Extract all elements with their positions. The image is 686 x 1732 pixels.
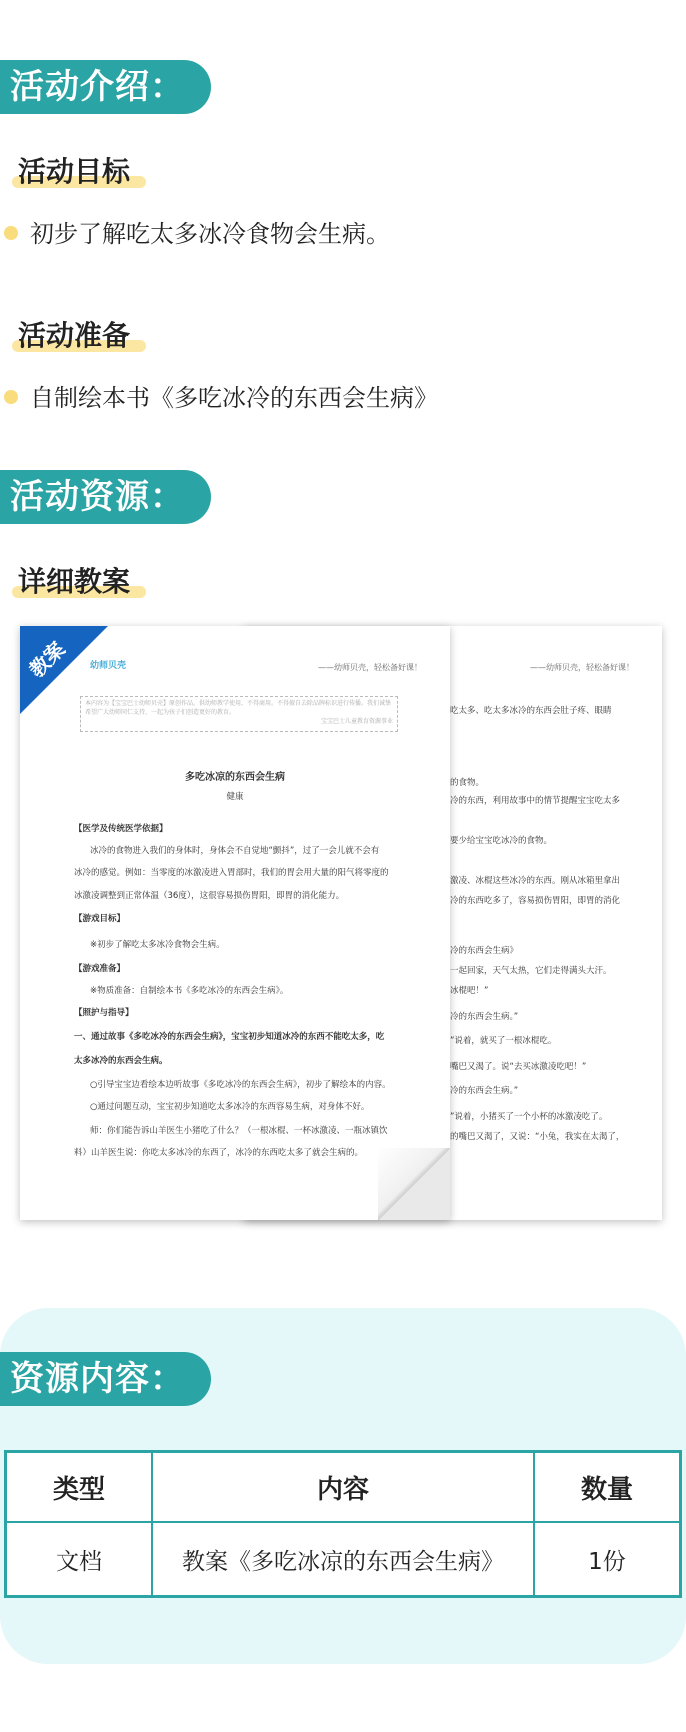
front-text-line: 师：你们能告诉山羊医生小猪吃了什么？（一根冰棍、一杯冰激凌、一瓶冰镇饮 xyxy=(90,1126,388,1136)
front-text-line: ※初步了解吃太多冰冷食物会生病。 xyxy=(90,940,225,950)
goal-item: 初步了解吃太多冰冷食物会生病。 xyxy=(4,214,390,249)
doc-title: 多吃冰凉的东西会生病 xyxy=(185,772,285,783)
back-text-line: 一起回家，天气太热，它们走得满头大汗。 xyxy=(450,966,612,976)
page-header-right: ——幼师贝壳，轻松备好课！ xyxy=(318,663,422,672)
front-text-line: ○通过问题互动，宝宝初步知道吃太多冰冷的东西容易生病，对身体不好。 xyxy=(90,1102,370,1112)
header-qty: 数量 xyxy=(534,1452,681,1523)
cell-type: 文档 xyxy=(6,1522,153,1597)
resource-table xyxy=(4,1450,682,1598)
back-text-line: 冷的东西会生病》 xyxy=(450,946,519,956)
front-text-line: 料）山羊医生说：你吃太多冰冷的东西了，冰冷的东西吃太多了就会生病的。 xyxy=(74,1148,364,1158)
back-text-line: 冷的东西会生病。” xyxy=(450,1086,519,1096)
back-text-line: 激凌、冰棍这些冰冷的东西。刚从冰箱里拿出 xyxy=(450,876,621,886)
back-text-line: 要少给宝宝吃冰冷的食物。 xyxy=(450,836,553,846)
document-preview-front xyxy=(20,626,450,1220)
back-text-line: 冷的东西吃多了，容易损伤胃阳，即胃的消化 xyxy=(450,896,621,906)
front-text-line: 冰冷的食物进入我们的身体时，身体会不自觉地“颤抖”，过了一会儿就不会有 xyxy=(90,846,380,856)
back-text-line: 嘴巴又渴了。说“去买冰激凌吃吧！” xyxy=(450,1062,587,1072)
cell-qty: 1份 xyxy=(534,1522,681,1597)
copyright-notice: 本内容为【宝宝巴士幼师贝壳】原创作品，供幼师教学使用，不得商用。不得擅自去除品牌标识进行传播。我们诚挚希望广大幼师同仁支持，一起为孩子们创造更好的教育。 宝宝巴士儿童教育资源事业 xyxy=(80,696,398,732)
front-text-line: 太多冰冷的东西会生病。 xyxy=(74,1056,168,1066)
section-title-intro: 活动介绍： xyxy=(0,60,211,114)
back-text-line: 的食物。 xyxy=(450,778,485,788)
detail-heading: 详细教案 xyxy=(18,560,130,600)
back-text-line: 冷的东西会生病。” xyxy=(450,1012,519,1022)
bullet-dot-icon xyxy=(4,390,18,404)
back-text-line: 冷的东西，利用故事中的情节提醒宝宝吃太多 xyxy=(450,796,621,806)
back-text-line: 的嘴巴又渴了，又说：“小兔，我实在太渴了， xyxy=(450,1132,625,1142)
front-text-line: 一、通过故事《多吃冰冷的东西会生病》，宝宝初步知道冰冷的东西不能吃太多，吃 xyxy=(74,1032,385,1042)
bullet-dot-icon xyxy=(4,226,18,240)
prep-item: 自制绘本书《多吃冰冷的东西会生病》 xyxy=(4,378,438,413)
page-curl xyxy=(378,1148,450,1220)
back-text-line: ”说着，小猪买了一个小杯的冰激凌吃了。 xyxy=(450,1112,608,1122)
page-header-right: ——幼师贝壳，轻松备好课！ xyxy=(530,663,634,672)
front-text-line: 【游戏准备】 xyxy=(74,964,126,974)
cell-content: 教案《多吃冰凉的东西会生病》 xyxy=(152,1522,534,1597)
doc-subtitle: 健康 xyxy=(226,792,244,802)
back-text-line: ”说着，就买了一根冰棍吃。 xyxy=(450,1036,557,1046)
goal-heading: 活动目标 xyxy=(18,150,130,190)
table-header-row xyxy=(6,1452,681,1523)
front-text-line: ※物质准备：自制绘本书《多吃冰冷的东西会生病》。 xyxy=(90,986,289,996)
brand-logo: 幼师贝壳 xyxy=(90,661,127,671)
section-title-resources: 活动资源： xyxy=(0,470,211,524)
front-text-line: 【医学及传统医学依据】 xyxy=(74,824,168,834)
table-row xyxy=(6,1522,681,1597)
prep-heading: 活动准备 xyxy=(18,314,130,354)
front-text-line: 冰冷的感觉。例如：当零度的冰激凌进入胃部时，我们的胃会用大量的阳气将零度的 xyxy=(74,868,389,878)
back-text-line: 吃太多、吃太多冰冷的东西会肚子疼、眼睛 xyxy=(450,706,612,716)
badge-label: 教案 xyxy=(24,636,70,683)
header-content: 内容 xyxy=(152,1452,534,1523)
front-text-line: ○引导宝宝边看绘本边听故事《多吃冰冷的东西会生病》，初步了解绘本的内容。 xyxy=(90,1080,391,1090)
front-text-line: 冰激凌调整到正常体温（36度），这很容易损伤胃阳，即胃的消化能力。 xyxy=(74,891,345,901)
section-title-content: 资源内容： xyxy=(0,1352,211,1406)
front-text-line: 【游戏目标】 xyxy=(74,914,126,924)
back-text-line: 冰棍吧！” xyxy=(450,986,489,996)
header-type: 类型 xyxy=(6,1452,153,1523)
front-text-line: 【照护与指导】 xyxy=(74,1008,134,1018)
